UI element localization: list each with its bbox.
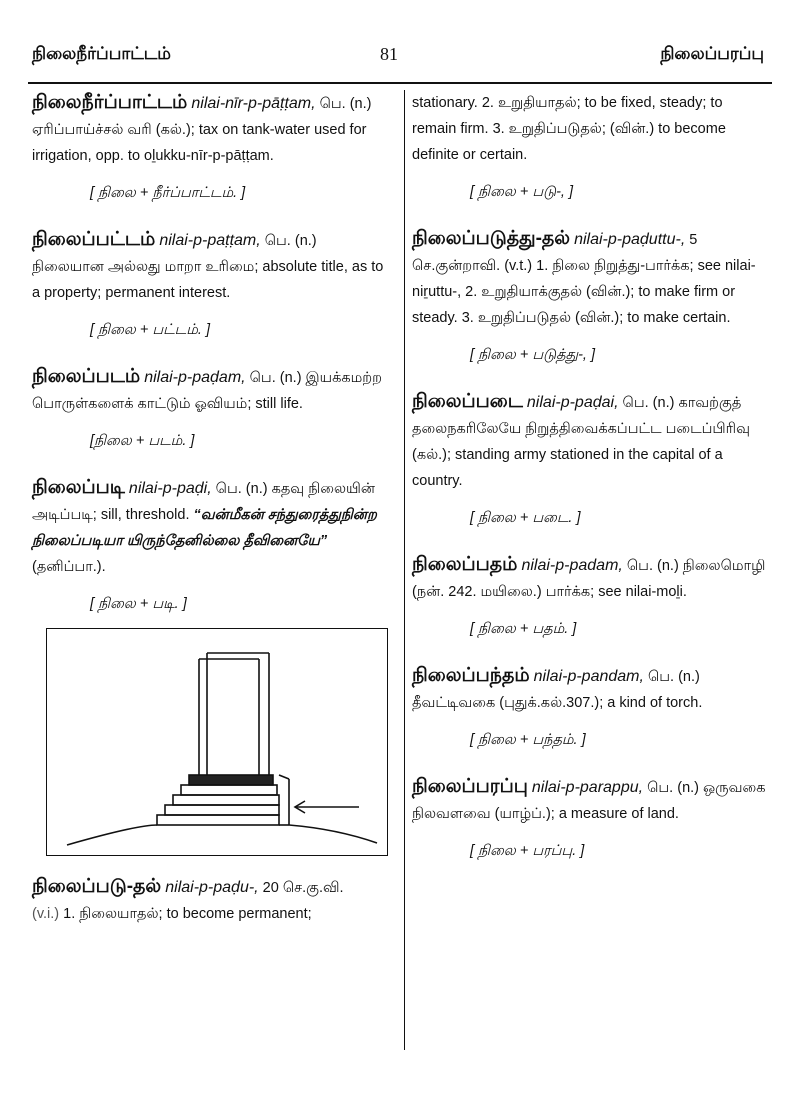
definition: பெ. (n.) காவற்குத் தலைநகரிலேயே நிறுத்திவைக்கப்பட்ட படைப்பிரிவு (கல்.); standing army stationed in the capital of a country. [412, 395, 750, 489]
etymology: [ நிலை + பட்டம். ] [90, 322, 210, 338]
transliteration: nilai-p-paḍam, [144, 369, 246, 386]
transliteration: nilai-p-padam, [521, 557, 623, 574]
headword: நிலைப்பதம் [412, 554, 518, 575]
definition: 1. நிலையாதல்; to become permanent; [63, 906, 312, 922]
transliteration: nilai-p-paḍuttu-, [574, 231, 686, 248]
definition: பெ. (n.) நிலைமொழி (நன். 242. மயிலை.) பார்க்க; see nilai-moḻi. [412, 558, 766, 600]
etymology: [ நிலை + பதம். ] [470, 621, 577, 637]
page-header [0, 0, 800, 90]
guide-word-right: நிலைப்பரப்பு [660, 44, 764, 63]
literary-quote: “வன்மீகன் சந்துரைத்துநின்ற நிலைப்படியா யிருந்தேனில்லை தீவினையே” [32, 507, 377, 549]
headword: நிலைப்படம் [32, 366, 141, 387]
column-divider [404, 90, 405, 1050]
definition: பெ. (n.) கதவு நிலையின் அடிப்படி; sill, threshold. [32, 481, 375, 523]
entry-nilai-p-pattam [32, 227, 392, 340]
transliteration: nilai-p-paḍai, [526, 394, 619, 411]
etymology: [ நிலை + நீர்ப்பாட்டம். ] [90, 185, 246, 201]
etymology: [நிலை + படம். ] [90, 433, 195, 449]
faded-fragment: (v.i.) [32, 906, 60, 922]
entry-continuation [412, 90, 768, 202]
etymology: [ நிலை + படு-, ] [470, 184, 573, 200]
transliteration: nilai-p-pandam, [533, 668, 644, 685]
headword: நிலைநீர்ப்பாட்டம் [32, 92, 188, 113]
etymology: [ நிலை + பந்தம். ] [470, 732, 586, 748]
etymology: [ நிலை + படை. ] [470, 510, 581, 526]
headword: நிலைப்படை [412, 391, 523, 412]
headword: நிலைப்படு-தல் [32, 876, 162, 897]
quote-source: (தனிப்பா.). [32, 559, 106, 575]
headword: நிலைப்படுத்து-தல் [412, 228, 571, 249]
entry-nilai-p-paduttu-tal [412, 226, 768, 365]
etymology: [ நிலை + படி. ] [90, 596, 187, 612]
steps-doorway-drawing [47, 629, 387, 855]
entry-nilai-p-parappu [412, 774, 768, 861]
entry-nilai-p-padam-2 [412, 552, 768, 639]
guide-word-left: நிலைநீர்ப்பாட்டம் [32, 44, 171, 63]
definition: பெ. (n.) நிலையான அல்லது மாறா உரிமை; absolute title, as to a property; permanent interest. [32, 233, 384, 301]
etymology: [ நிலை + பரப்பு. ] [470, 843, 585, 859]
definition-continued: stationary. 2. உறுதியாதல்; to be fixed, steady; to remain firm. 3. உறுதிப்படுதல்; (வின்.) to become definite or certain. [412, 95, 726, 163]
left-column [32, 90, 392, 941]
transliteration: nilai-p-paḍu-, [165, 879, 259, 896]
headword: நிலைப்பந்தம் [412, 665, 530, 686]
definition: பெ. (n.) இயக்கமற்ற பொருள்களைக் காட்டும் ஓவியம்; still life. [32, 370, 383, 412]
transliteration: nilai-p-paṭṭam, [159, 232, 261, 249]
header-rule [28, 82, 772, 84]
definition: பெ. (n.) ஒருவகை நிலவளவை (யாழ்ப்.); a measure of land. [412, 780, 766, 822]
definition: பெ. (n.) தீவட்டிவகை (புதுக்.கல்.307.); a kind of torch. [412, 669, 703, 711]
definition: பெ. (n.) ஏரிப்பாய்ச்சல் வரி (கல்.); tax on tank-water used for irrigation, opp. to oḻukku-nīr-p-pāṭṭam. [32, 96, 372, 164]
headword: நிலைப்பரப்பு [412, 776, 528, 797]
entry-nilai-p-pandam [412, 663, 768, 750]
definition: 5 செ.குன்றாவி. (v.t.) 1. நிலை நிறுத்து-பார்க்க; see nilai-niṟuttu-, 2. உறுதியாக்குதல் (வின்.); to make firm or steady. 3. உறுதிப்படுதல் (வின்.); to make certain. [412, 232, 756, 326]
headword: நிலைப்பட்டம் [32, 229, 156, 250]
headword: நிலைப்படி [32, 477, 125, 498]
transliteration: nilai-nīr-p-pāṭṭam, [191, 95, 316, 112]
right-column [412, 90, 768, 875]
entry-nilai-p-padi [32, 475, 392, 614]
etymology: [ நிலை + படுத்து-, ] [470, 347, 596, 363]
threshold-illustration [46, 628, 388, 856]
transliteration: nilai-p-parappu, [531, 779, 644, 796]
entry-nilai-p-padam [32, 364, 392, 451]
entry-nilai-nir-p-pattam [32, 90, 392, 203]
page-number: 81 [380, 44, 398, 64]
transliteration: nilai-p-paḍi, [128, 480, 212, 497]
entry-nilai-p-padu-tal [32, 874, 392, 927]
grammar: 20 செ.கு.வி. [262, 880, 344, 896]
entry-nilai-p-padai [412, 389, 768, 528]
